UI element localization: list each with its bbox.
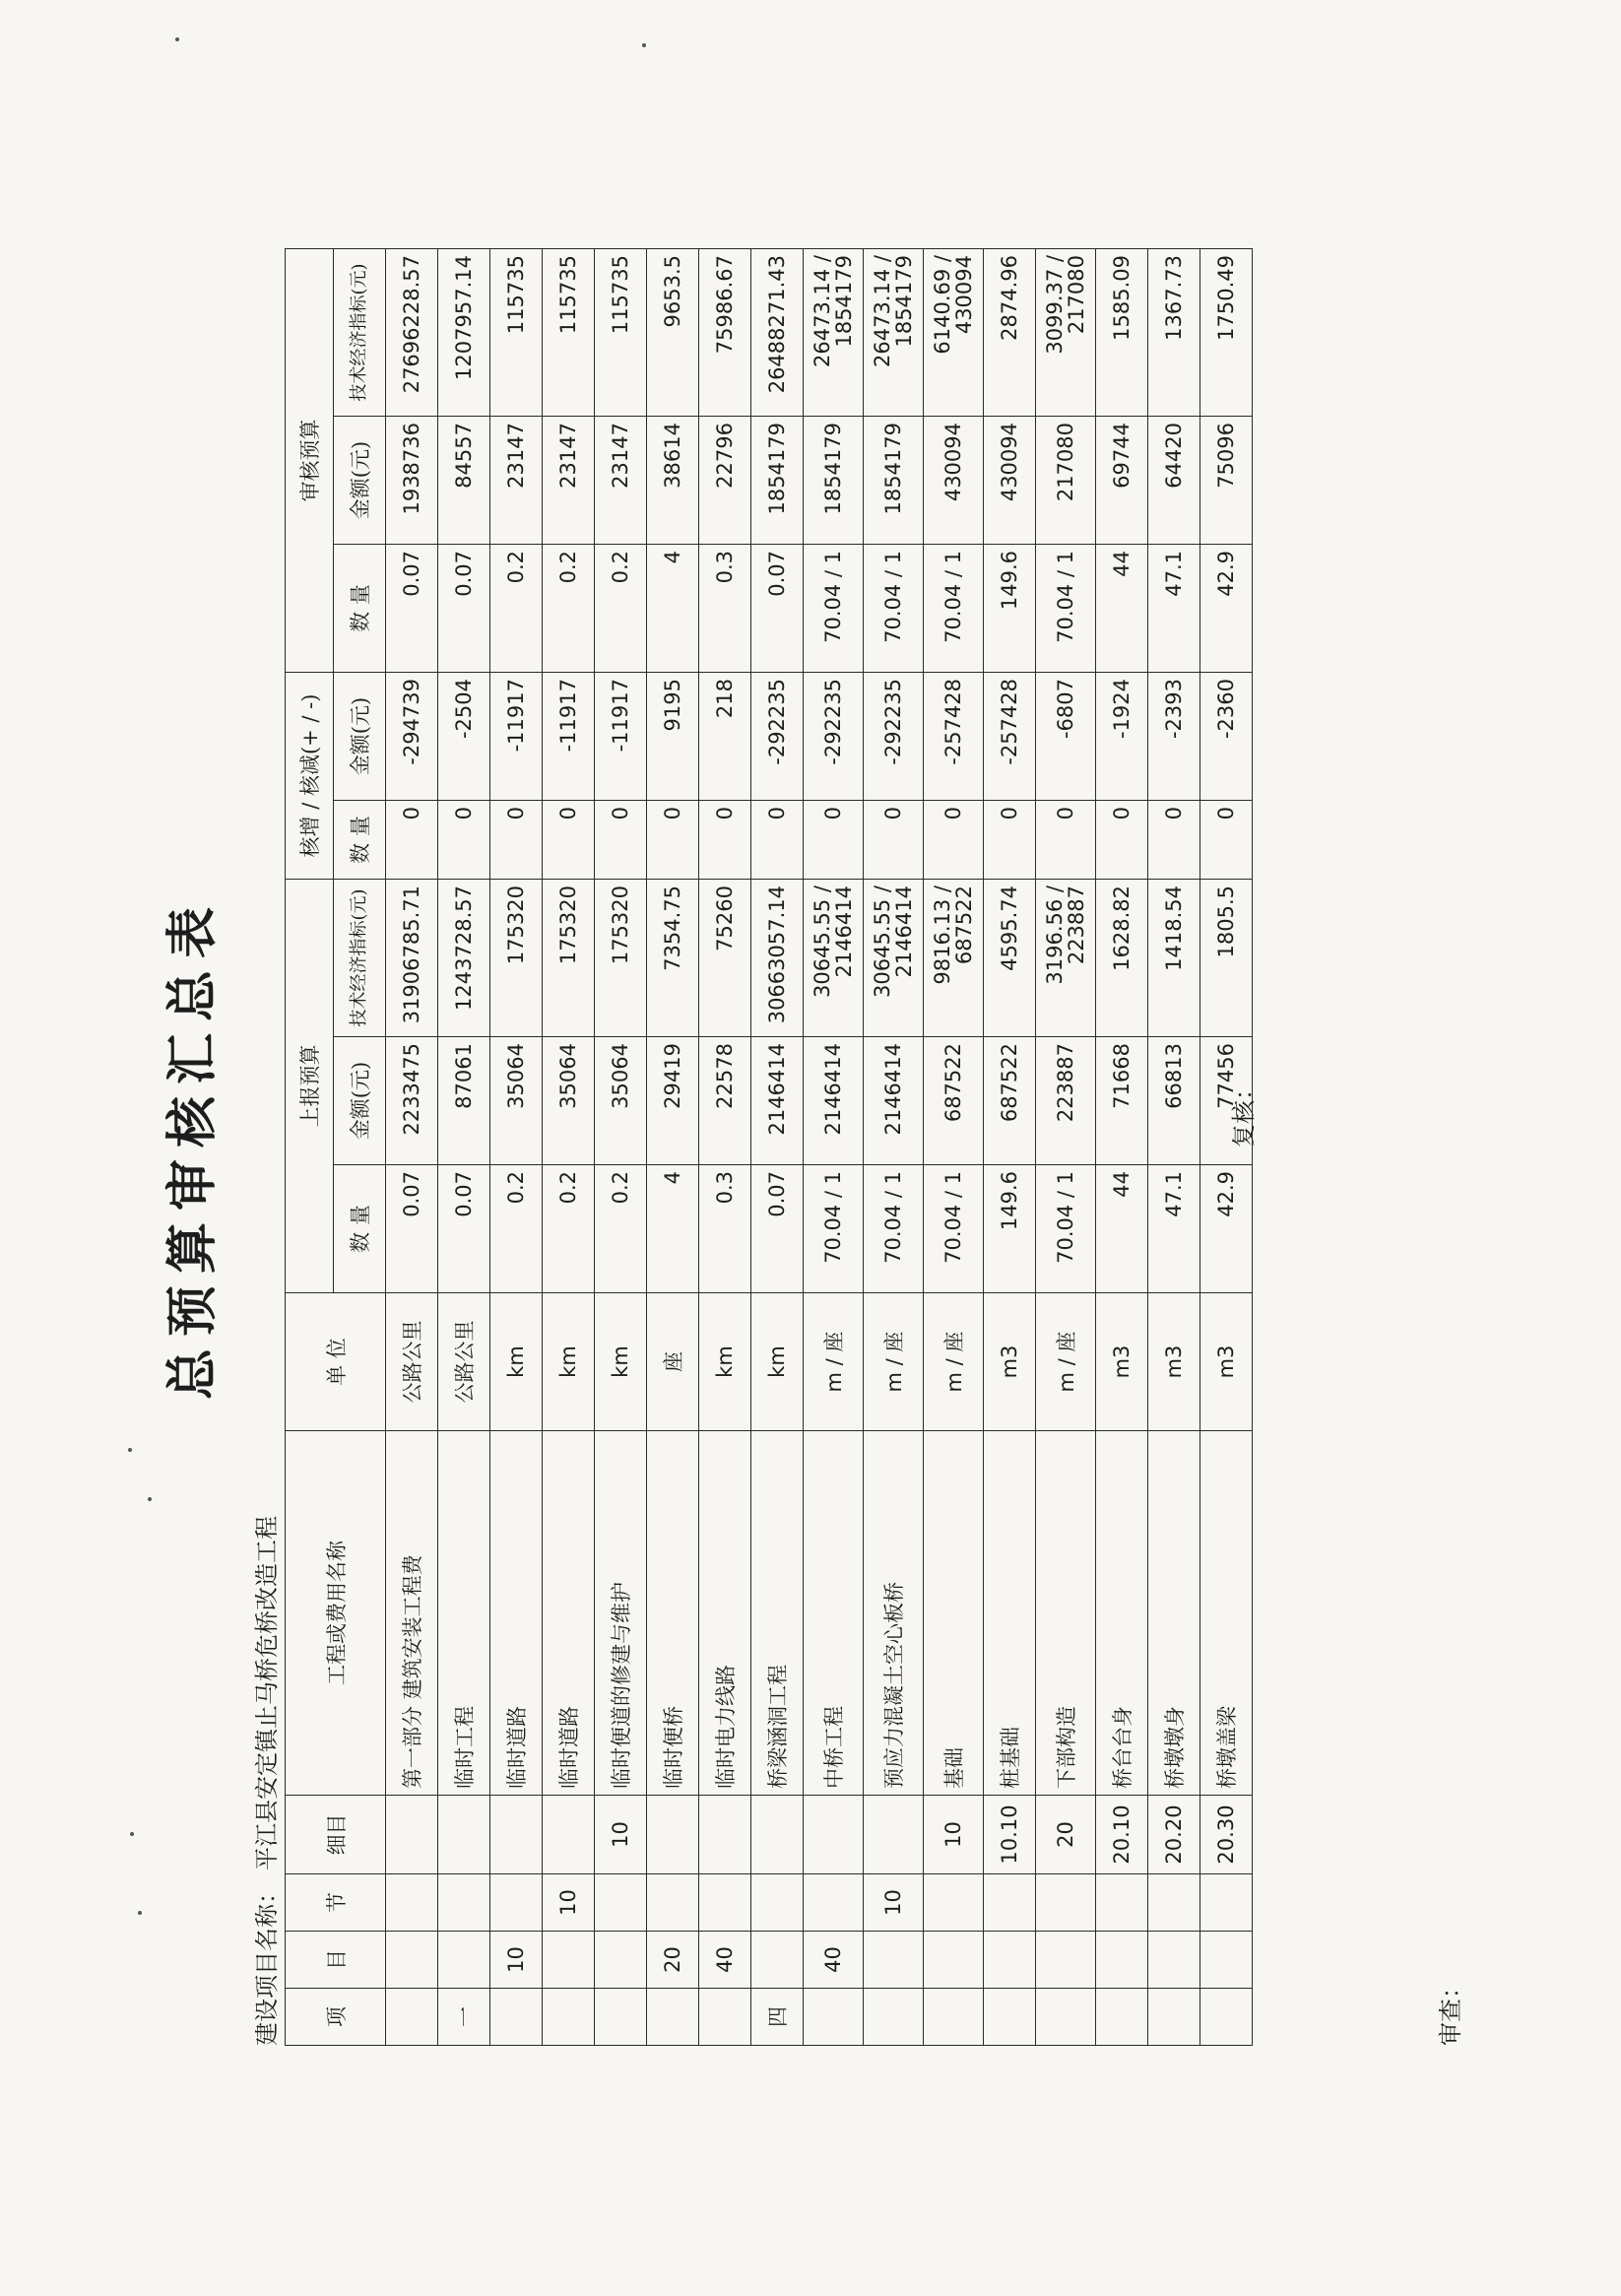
header-submitted: 上报预算 bbox=[286, 880, 334, 1293]
row-adjust-qty: 0 bbox=[1148, 801, 1200, 880]
row-ximu bbox=[438, 1796, 490, 1874]
row-mu bbox=[984, 1932, 1036, 1989]
row-audited-amount: 430094 bbox=[924, 417, 984, 545]
row-submitted-amount: 29419 bbox=[647, 1037, 699, 1165]
row-audited-qty: 149.6 bbox=[984, 545, 1036, 673]
row-ximu: 20.10 bbox=[1096, 1796, 1148, 1874]
row-audited-amount: 430094 bbox=[984, 417, 1036, 545]
row-adjust-qty: 0 bbox=[595, 801, 647, 880]
row-jie bbox=[386, 1874, 438, 1932]
row-submitted-index: 3196.56 / 223887 bbox=[1036, 880, 1096, 1037]
row-adjust-amount: 9195 bbox=[647, 673, 699, 801]
row-unit: m / 座 bbox=[924, 1293, 984, 1431]
row-audited-index: 115735 bbox=[490, 249, 543, 417]
row-mu bbox=[924, 1932, 984, 1989]
row-unit: m / 座 bbox=[804, 1293, 864, 1431]
row-submitted-index: 30663057.14 bbox=[751, 880, 804, 1037]
row-adjust-qty: 0 bbox=[438, 801, 490, 880]
row-submitted-index: 30645.55 / 2146414 bbox=[864, 880, 924, 1037]
row-audited-qty: 0.2 bbox=[490, 545, 543, 673]
table-row bbox=[1036, 249, 1096, 2046]
row-adjust-amount: -257428 bbox=[984, 673, 1036, 801]
row-name: 临时道路 bbox=[490, 1431, 543, 1796]
header-jie: 节 bbox=[286, 1874, 386, 1932]
row-adjust-amount: -257428 bbox=[924, 673, 984, 801]
row-submitted-qty: 0.2 bbox=[543, 1165, 595, 1293]
row-jie bbox=[1200, 1874, 1253, 1932]
row-name: 桩基础 bbox=[984, 1431, 1036, 1796]
row-name: 桥台台身 bbox=[1096, 1431, 1148, 1796]
row-audited-index: 115735 bbox=[543, 249, 595, 417]
row-xiang bbox=[1036, 1989, 1096, 2046]
project-name: 平江县安定镇止马桥危桥改造工程 bbox=[253, 1516, 281, 1870]
row-jie bbox=[1036, 1874, 1096, 1932]
row-name: 临时电力线路 bbox=[699, 1431, 751, 1796]
row-jie bbox=[438, 1874, 490, 1932]
row-audited-amount: 217080 bbox=[1036, 417, 1096, 545]
row-audited-qty: 0.07 bbox=[751, 545, 804, 673]
row-unit: 公路公里 bbox=[386, 1293, 438, 1431]
row-submitted-index: 175320 bbox=[490, 880, 543, 1037]
row-submitted-qty: 0.07 bbox=[386, 1165, 438, 1293]
row-submitted-index: 30645.55 / 2146414 bbox=[804, 880, 864, 1037]
table-row bbox=[1096, 249, 1148, 2046]
row-submitted-index: 1243728.57 bbox=[438, 880, 490, 1037]
row-adjust-qty: 0 bbox=[386, 801, 438, 880]
row-audited-index: 1750.49 bbox=[1200, 249, 1253, 417]
document-title: 总预算审核汇总表 bbox=[162, 895, 223, 1401]
row-mu: 40 bbox=[804, 1932, 864, 1989]
row-audited-index: 2874.96 bbox=[984, 249, 1036, 417]
row-jie bbox=[699, 1874, 751, 1932]
row-audited-index: 9653.5 bbox=[647, 249, 699, 417]
row-name: 临时道路 bbox=[543, 1431, 595, 1796]
row-xiang bbox=[647, 1989, 699, 2046]
document-sheet bbox=[151, 163, 1470, 2132]
row-submitted-qty: 0.2 bbox=[595, 1165, 647, 1293]
row-audited-qty: 47.1 bbox=[1148, 545, 1200, 673]
row-mu bbox=[864, 1932, 924, 1989]
row-audited-index: 6140.69 / 430094 bbox=[924, 249, 984, 417]
row-audited-amount: 23147 bbox=[490, 417, 543, 545]
row-unit: m3 bbox=[1148, 1293, 1200, 1431]
row-unit: km bbox=[490, 1293, 543, 1431]
row-ximu: 10.10 bbox=[984, 1796, 1036, 1874]
row-adjust-amount: -292235 bbox=[751, 673, 804, 801]
row-submitted-qty: 47.1 bbox=[1148, 1165, 1200, 1293]
header-audited-index: 技术经济指标(元) bbox=[334, 249, 386, 417]
row-submitted-qty: 0.3 bbox=[699, 1165, 751, 1293]
row-jie: 10 bbox=[543, 1874, 595, 1932]
row-audited-qty: 70.04 / 1 bbox=[864, 545, 924, 673]
row-adjust-qty: 0 bbox=[1096, 801, 1148, 880]
row-mu: 40 bbox=[699, 1932, 751, 1989]
row-mu bbox=[1200, 1932, 1253, 1989]
row-submitted-amount: 22578 bbox=[699, 1037, 751, 1165]
row-submitted-index: 31906785.71 bbox=[386, 880, 438, 1037]
row-audited-amount: 84557 bbox=[438, 417, 490, 545]
table-row bbox=[699, 249, 751, 2046]
row-submitted-amount: 66813 bbox=[1148, 1037, 1200, 1165]
project-label: 建设项目名称： bbox=[253, 1880, 281, 2046]
row-submitted-index: 175320 bbox=[543, 880, 595, 1037]
row-name: 临时便桥 bbox=[647, 1431, 699, 1796]
row-submitted-index: 9816.13 / 687522 bbox=[924, 880, 984, 1037]
row-xiang bbox=[1148, 1989, 1200, 2046]
row-audited-index: 26488271.43 bbox=[751, 249, 804, 417]
row-submitted-amount: 71668 bbox=[1096, 1037, 1148, 1165]
review-label: 审查： bbox=[1437, 1975, 1464, 2046]
header-adjust: 核增 / 核减(+ / -) bbox=[286, 673, 334, 880]
row-submitted-amount: 35064 bbox=[490, 1037, 543, 1165]
recheck-label: 复核： bbox=[1230, 1077, 1258, 1148]
row-xiang bbox=[924, 1989, 984, 2046]
row-submitted-qty: 70.04 / 1 bbox=[864, 1165, 924, 1293]
table-row bbox=[924, 249, 984, 2046]
row-audited-amount: 1854179 bbox=[864, 417, 924, 545]
row-audited-amount: 22796 bbox=[699, 417, 751, 545]
row-audited-index: 26473.14 / 1854179 bbox=[864, 249, 924, 417]
row-adjust-qty: 0 bbox=[647, 801, 699, 880]
row-unit: km bbox=[751, 1293, 804, 1431]
row-name: 中桥工程 bbox=[804, 1431, 864, 1796]
row-submitted-index: 1805.5 bbox=[1200, 880, 1253, 1037]
row-mu: 20 bbox=[647, 1932, 699, 1989]
row-name: 桥墩墩身 bbox=[1148, 1431, 1200, 1796]
row-name: 第一部分 建筑安装工程费 bbox=[386, 1431, 438, 1796]
table-row bbox=[751, 249, 804, 2046]
row-adjust-qty: 0 bbox=[699, 801, 751, 880]
row-unit: m3 bbox=[1200, 1293, 1253, 1431]
table-row bbox=[1148, 249, 1200, 2046]
row-audited-amount: 1854179 bbox=[804, 417, 864, 545]
row-audited-index: 115735 bbox=[595, 249, 647, 417]
row-jie bbox=[1096, 1874, 1148, 1932]
row-mu bbox=[1036, 1932, 1096, 1989]
row-unit: m3 bbox=[984, 1293, 1036, 1431]
row-submitted-index: 4595.74 bbox=[984, 880, 1036, 1037]
header-mu: 目 bbox=[286, 1932, 386, 1989]
row-unit: km bbox=[699, 1293, 751, 1431]
budget-summary-table bbox=[285, 248, 1253, 2046]
row-submitted-amount: 2146414 bbox=[864, 1037, 924, 1165]
row-adjust-qty: 0 bbox=[1200, 801, 1253, 880]
row-ximu bbox=[864, 1796, 924, 1874]
row-xiang bbox=[490, 1989, 543, 2046]
row-jie bbox=[924, 1874, 984, 1932]
row-name: 桥墩盖梁 bbox=[1200, 1431, 1253, 1796]
row-submitted-index: 7354.75 bbox=[647, 880, 699, 1037]
row-jie bbox=[1148, 1874, 1200, 1932]
row-audited-amount: 38614 bbox=[647, 417, 699, 545]
row-adjust-amount: -6807 bbox=[1036, 673, 1096, 801]
row-name: 基础 bbox=[924, 1431, 984, 1796]
row-mu bbox=[386, 1932, 438, 1989]
row-audited-index: 1207957.14 bbox=[438, 249, 490, 417]
header-name: 工程或费用名称 bbox=[286, 1431, 386, 1796]
row-adjust-amount: -292235 bbox=[804, 673, 864, 801]
row-jie bbox=[647, 1874, 699, 1932]
row-audited-index: 1367.73 bbox=[1148, 249, 1200, 417]
row-adjust-amount: -2393 bbox=[1148, 673, 1200, 801]
header-submitted-qty: 数 量 bbox=[334, 1165, 386, 1293]
header-ximu: 细目 bbox=[286, 1796, 386, 1874]
row-audited-index: 1585.09 bbox=[1096, 249, 1148, 417]
row-adjust-amount: -11917 bbox=[595, 673, 647, 801]
row-submitted-qty: 70.04 / 1 bbox=[1036, 1165, 1096, 1293]
row-adjust-qty: 0 bbox=[751, 801, 804, 880]
row-adjust-amount: -11917 bbox=[490, 673, 543, 801]
row-audited-qty: 0.3 bbox=[699, 545, 751, 673]
row-name: 临时工程 bbox=[438, 1431, 490, 1796]
row-name: 预应力混凝土空心板桥 bbox=[864, 1431, 924, 1796]
row-audited-qty: 70.04 / 1 bbox=[804, 545, 864, 673]
row-ximu bbox=[647, 1796, 699, 1874]
row-audited-qty: 70.04 / 1 bbox=[924, 545, 984, 673]
row-xiang bbox=[1096, 1989, 1148, 2046]
row-submitted-index: 175320 bbox=[595, 880, 647, 1037]
row-unit: 公路公里 bbox=[438, 1293, 490, 1431]
row-submitted-amount: 2233475 bbox=[386, 1037, 438, 1165]
row-audited-qty: 0.2 bbox=[543, 545, 595, 673]
header-adjust-qty: 数 量 bbox=[334, 801, 386, 880]
header-adjust-amount: 金额(元) bbox=[334, 673, 386, 801]
row-xiang bbox=[699, 1989, 751, 2046]
scan-speck bbox=[128, 1448, 132, 1452]
row-adjust-qty: 0 bbox=[864, 801, 924, 880]
row-xiang bbox=[984, 1989, 1036, 2046]
row-unit: m / 座 bbox=[1036, 1293, 1096, 1431]
row-audited-index: 26473.14 / 1854179 bbox=[804, 249, 864, 417]
row-ximu bbox=[490, 1796, 543, 1874]
row-ximu: 10 bbox=[924, 1796, 984, 1874]
row-jie bbox=[490, 1874, 543, 1932]
row-audited-amount: 75096 bbox=[1200, 417, 1253, 545]
row-submitted-qty: 44 bbox=[1096, 1165, 1148, 1293]
row-submitted-amount: 87061 bbox=[438, 1037, 490, 1165]
row-audited-index: 3099.37 / 217080 bbox=[1036, 249, 1096, 417]
header-submitted-amount: 金额(元) bbox=[334, 1037, 386, 1165]
row-ximu bbox=[751, 1796, 804, 1874]
row-submitted-amount: 687522 bbox=[984, 1037, 1036, 1165]
row-ximu: 20 bbox=[1036, 1796, 1096, 1874]
row-jie bbox=[984, 1874, 1036, 1932]
scan-speck bbox=[175, 37, 179, 41]
row-adjust-qty: 0 bbox=[924, 801, 984, 880]
row-adjust-amount: -2504 bbox=[438, 673, 490, 801]
row-adjust-qty: 0 bbox=[490, 801, 543, 880]
row-xiang bbox=[595, 1989, 647, 2046]
header-unit: 单 位 bbox=[286, 1293, 386, 1431]
row-submitted-qty: 0.07 bbox=[438, 1165, 490, 1293]
row-mu bbox=[751, 1932, 804, 1989]
row-audited-amount: 64420 bbox=[1148, 417, 1200, 545]
table-row bbox=[543, 249, 595, 2046]
row-xiang bbox=[804, 1989, 864, 2046]
row-unit: km bbox=[595, 1293, 647, 1431]
table-row bbox=[595, 249, 647, 2046]
row-mu bbox=[1148, 1932, 1200, 1989]
row-adjust-amount: -1924 bbox=[1096, 673, 1148, 801]
row-mu bbox=[1096, 1932, 1148, 1989]
row-submitted-amount: 223887 bbox=[1036, 1037, 1096, 1165]
row-adjust-qty: 0 bbox=[1036, 801, 1096, 880]
header-xiang: 项 bbox=[286, 1989, 386, 2046]
row-audited-amount: 23147 bbox=[543, 417, 595, 545]
row-submitted-amount: 35064 bbox=[543, 1037, 595, 1165]
row-name: 临时便道的修建与维护 bbox=[595, 1431, 647, 1796]
row-name: 桥梁涵洞工程 bbox=[751, 1431, 804, 1796]
row-submitted-amount: 2146414 bbox=[804, 1037, 864, 1165]
header-submitted-index: 技术经济指标(元) bbox=[334, 880, 386, 1037]
row-submitted-amount: 2146414 bbox=[751, 1037, 804, 1165]
row-audited-amount: 1854179 bbox=[751, 417, 804, 545]
row-ximu bbox=[543, 1796, 595, 1874]
row-ximu bbox=[699, 1796, 751, 1874]
row-xiang bbox=[1200, 1989, 1253, 2046]
row-mu bbox=[438, 1932, 490, 1989]
row-adjust-amount: 218 bbox=[699, 673, 751, 801]
row-xiang bbox=[543, 1989, 595, 2046]
row-audited-amount: 1938736 bbox=[386, 417, 438, 545]
row-adjust-amount: -292235 bbox=[864, 673, 924, 801]
row-unit: 座 bbox=[647, 1293, 699, 1431]
row-ximu: 20.30 bbox=[1200, 1796, 1253, 1874]
row-audited-amount: 69744 bbox=[1096, 417, 1148, 545]
row-xiang bbox=[386, 1989, 438, 2046]
row-unit: m / 座 bbox=[864, 1293, 924, 1431]
table-row bbox=[490, 249, 543, 2046]
row-mu: 10 bbox=[490, 1932, 543, 1989]
row-adjust-amount: -2360 bbox=[1200, 673, 1253, 801]
row-submitted-qty: 149.6 bbox=[984, 1165, 1036, 1293]
row-audited-qty: 0.07 bbox=[386, 545, 438, 673]
row-ximu bbox=[804, 1796, 864, 1874]
row-jie bbox=[751, 1874, 804, 1932]
row-submitted-index: 1628.82 bbox=[1096, 880, 1148, 1037]
row-submitted-qty: 70.04 / 1 bbox=[924, 1165, 984, 1293]
row-mu bbox=[595, 1932, 647, 1989]
row-ximu: 20.20 bbox=[1148, 1796, 1200, 1874]
row-audited-index: 27696228.57 bbox=[386, 249, 438, 417]
row-audited-qty: 70.04 / 1 bbox=[1036, 545, 1096, 673]
row-xiang bbox=[864, 1989, 924, 2046]
row-adjust-qty: 0 bbox=[804, 801, 864, 880]
row-jie bbox=[804, 1874, 864, 1932]
row-ximu bbox=[386, 1796, 438, 1874]
table-row bbox=[984, 249, 1036, 2046]
scan-speck bbox=[138, 1911, 142, 1915]
scan-speck bbox=[130, 1832, 134, 1836]
scan-speck bbox=[642, 43, 646, 47]
row-submitted-qty: 0.2 bbox=[490, 1165, 543, 1293]
row-submitted-qty: 4 bbox=[647, 1165, 699, 1293]
row-audited-qty: 0.2 bbox=[595, 545, 647, 673]
row-submitted-qty: 0.07 bbox=[751, 1165, 804, 1293]
row-audited-qty: 0.07 bbox=[438, 545, 490, 673]
table-row bbox=[804, 249, 864, 2046]
row-xiang: 一 bbox=[438, 1989, 490, 2046]
table-row bbox=[386, 249, 438, 2046]
row-audited-qty: 44 bbox=[1096, 545, 1148, 673]
row-adjust-amount: -294739 bbox=[386, 673, 438, 801]
row-jie bbox=[595, 1874, 647, 1932]
header-audited-qty: 数 量 bbox=[334, 545, 386, 673]
row-adjust-qty: 0 bbox=[984, 801, 1036, 880]
row-jie: 10 bbox=[864, 1874, 924, 1932]
row-unit: km bbox=[543, 1293, 595, 1431]
row-audited-index: 75986.67 bbox=[699, 249, 751, 417]
row-mu bbox=[543, 1932, 595, 1989]
row-adjust-qty: 0 bbox=[543, 801, 595, 880]
row-submitted-index: 75260 bbox=[699, 880, 751, 1037]
row-submitted-amount: 35064 bbox=[595, 1037, 647, 1165]
header-audited: 审核预算 bbox=[286, 249, 334, 673]
row-submitted-qty: 70.04 / 1 bbox=[804, 1165, 864, 1293]
table-row bbox=[438, 249, 490, 2046]
row-ximu: 10 bbox=[595, 1796, 647, 1874]
row-unit: m3 bbox=[1096, 1293, 1148, 1431]
row-submitted-amount: 687522 bbox=[924, 1037, 984, 1165]
row-audited-amount: 23147 bbox=[595, 417, 647, 545]
table-row bbox=[647, 249, 699, 2046]
row-name: 下部构造 bbox=[1036, 1431, 1096, 1796]
header-audited-amount: 金额(元) bbox=[334, 417, 386, 545]
row-audited-qty: 42.9 bbox=[1200, 545, 1253, 673]
row-submitted-qty: 42.9 bbox=[1200, 1165, 1253, 1293]
row-submitted-amount: 77456 bbox=[1200, 1037, 1253, 1165]
row-xiang: 四 bbox=[751, 1989, 804, 2046]
table-row bbox=[864, 249, 924, 2046]
row-submitted-index: 1418.54 bbox=[1148, 880, 1200, 1037]
project-name-line bbox=[247, 1506, 282, 2046]
row-audited-qty: 4 bbox=[647, 545, 699, 673]
row-adjust-amount: -11917 bbox=[543, 673, 595, 801]
